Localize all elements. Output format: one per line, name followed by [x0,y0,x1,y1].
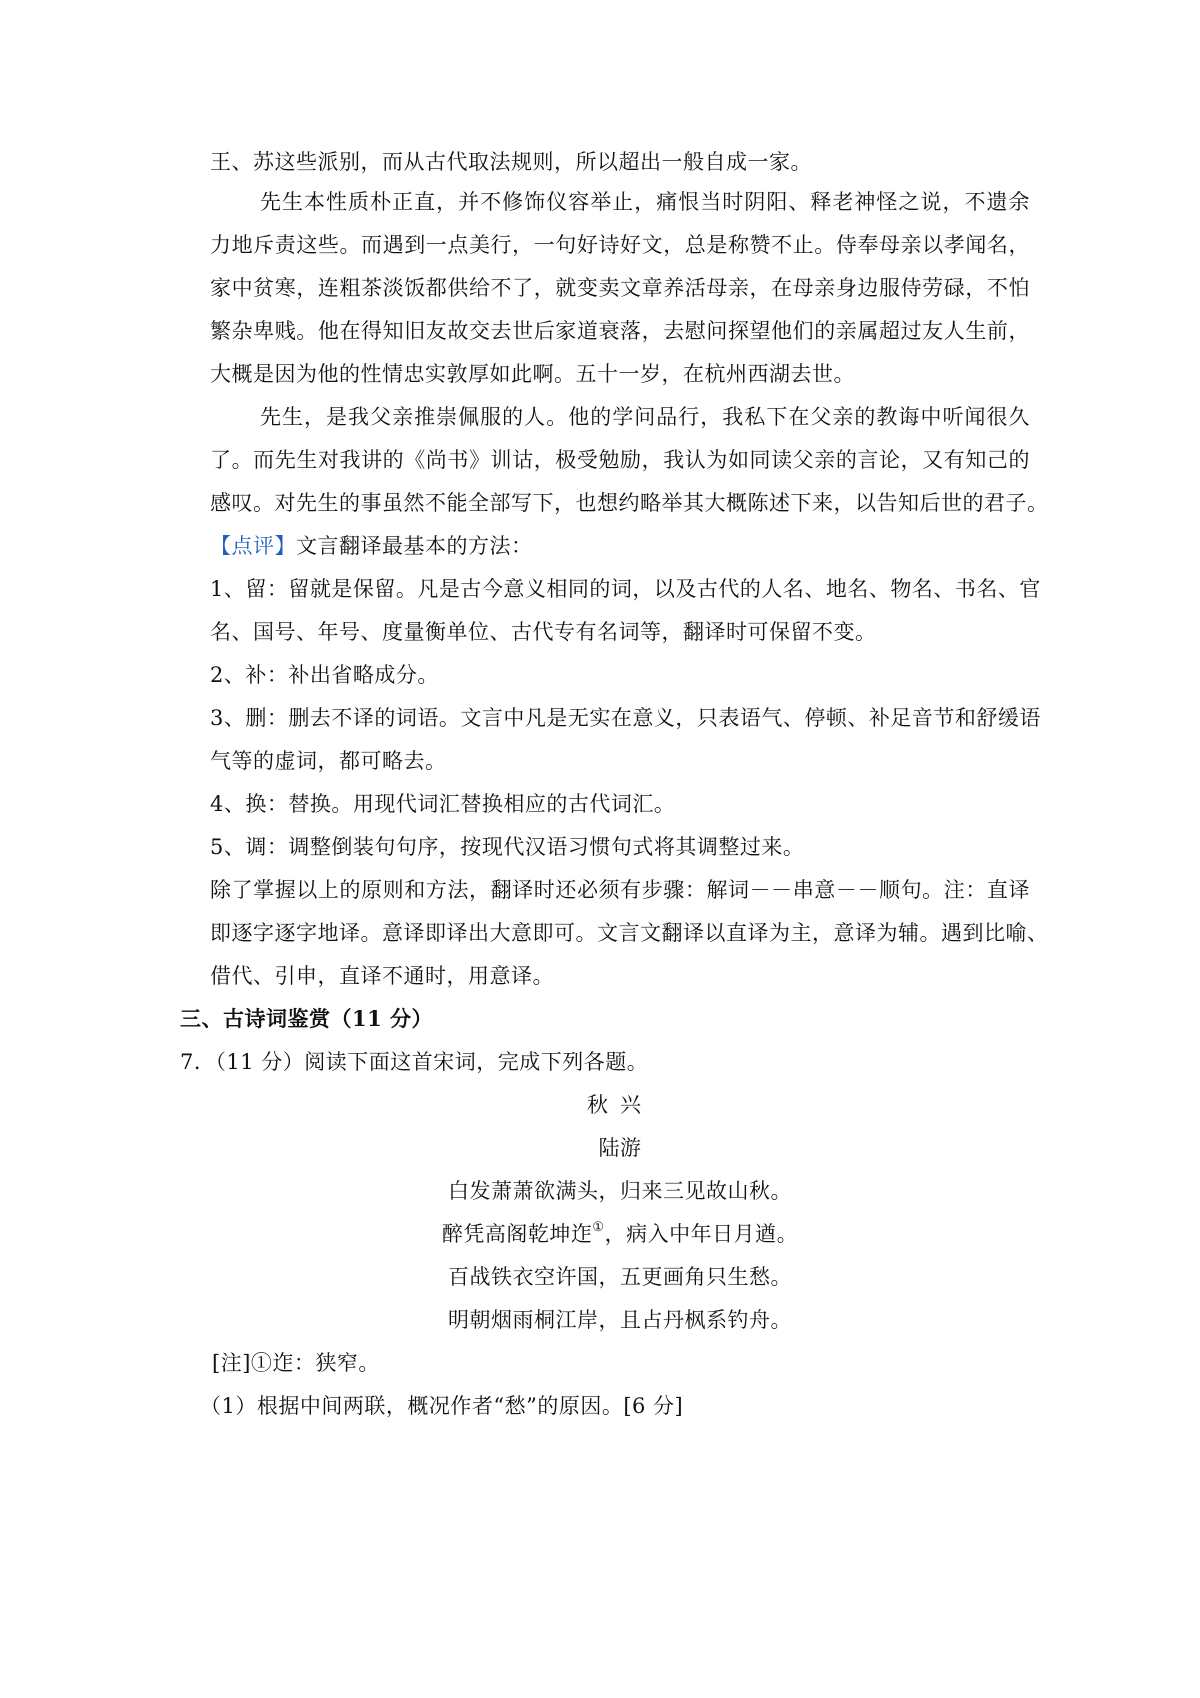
translation-paragraph-line: 大概是因为他的性情忠实敦厚如此啊。五十一岁，在杭州西湖去世。 [210,362,855,386]
poem-line-part: 醉凭高阁乾坤迮 [441,1222,593,1246]
footnote-marker: ① [592,1220,605,1235]
translation-paragraph-line: 先生，是我父亲推崇佩服的人。他的学问品行，我私下在父亲的教诲中听闻很久 [260,405,1030,429]
method-item: 4、换：替换。用现代词汇替换相应的古代词汇。 [210,792,676,816]
poem-line-part: ，病入中年日月遒。 [604,1222,799,1246]
method-item: 3、删：删去不译的词语。文言中凡是无实在意义，只表语气、停顿、补足音节和舒缓语 [210,706,1041,730]
method-item: 气等的虚词，都可略去。 [210,749,447,773]
translation-paragraph-line: 家中贫寒，连粗茶淡饭都供给不了，就变卖文章养活母亲，在母亲身边服侍劳碌，不怕 [210,276,1030,300]
question-7: 7．（11 分）阅读下面这首宋词，完成下列各题。 [180,1050,649,1074]
translation-paragraph-line: 力地斥责这些。而遇到一点美行，一句好诗好文，总是称赞不止。侍奉母亲以孝闻名， [210,233,1030,257]
poem-title: 秋兴 [587,1093,653,1117]
poem-line [210,1219,1030,1249]
method-summary-line: 即逐字逐字地译。意译即译出大意即可。文言文翻译以直译为主，意译为辅。遇到比喻、 [210,921,1049,945]
comment-intro-text: 文言翻译最基本的方法： [296,534,533,558]
translation-paragraph-line: 了。而先生对我讲的《尚书》训诂，极受勉励，我认为如同读父亲的言论，又有知己的 [210,448,1030,472]
translation-line: 王、苏这些派别，而从古代取法规则，所以超出一般自成一家。 [210,150,812,174]
section-heading: 三、古诗词鉴赏（11 分） [180,1006,434,1031]
method-item: 1、留：留就是保留。凡是古今意义相同的词，以及古代的人名、地名、物名、书名、官 [210,577,1041,601]
poem-line: 明朝烟雨桐江岸，且占丹枫系钓舟。 [448,1308,792,1332]
translation-paragraph-line: 感叹。对先生的事虽然不能全部写下，也想约略举其大概陈述下来，以告知后世的君子。 [210,491,1049,515]
translation-paragraph-line: 先生本性质朴正直，并不修饰仪容举止，痛恨当时阴阳、释老神怪之说，不遗余 [260,190,1030,214]
method-item: 2、补：补出省略成分。 [210,663,439,687]
poem-note: [注]①迮：狭窄。 [212,1351,380,1375]
translation-paragraph-line: 繁杂卑贱。他在得知旧友故交去世后家道衰落，去慰问探望他们的亲属超过友人生前， [210,319,1030,343]
method-item: 名、国号、年号、度量衡单位、古代专有名词等，翻译时可保留不变。 [210,620,877,644]
comment-intro [210,531,1030,561]
method-summary-line: 借代、引申，直译不通时，用意译。 [210,964,554,988]
poem-line: 百战铁衣空许国，五更画角只生愁。 [448,1265,792,1289]
poem-author: 陆游 [598,1136,642,1160]
sub-question-1: （1）根据中间两联，概况作者“愁”的原因。[6 分] [200,1394,684,1418]
poem-line: 白发萧萧欲满头，归来三见故山秋。 [448,1179,792,1203]
method-item: 5、调：调整倒装句句序，按现代汉语习惯句式将其调整过来。 [210,835,805,859]
method-summary-line: 除了掌握以上的原则和方法，翻译时还必须有步骤：解词－－串意－－顺句。注：直译 [210,878,1030,902]
comment-tag: 【点评】 [210,534,296,558]
